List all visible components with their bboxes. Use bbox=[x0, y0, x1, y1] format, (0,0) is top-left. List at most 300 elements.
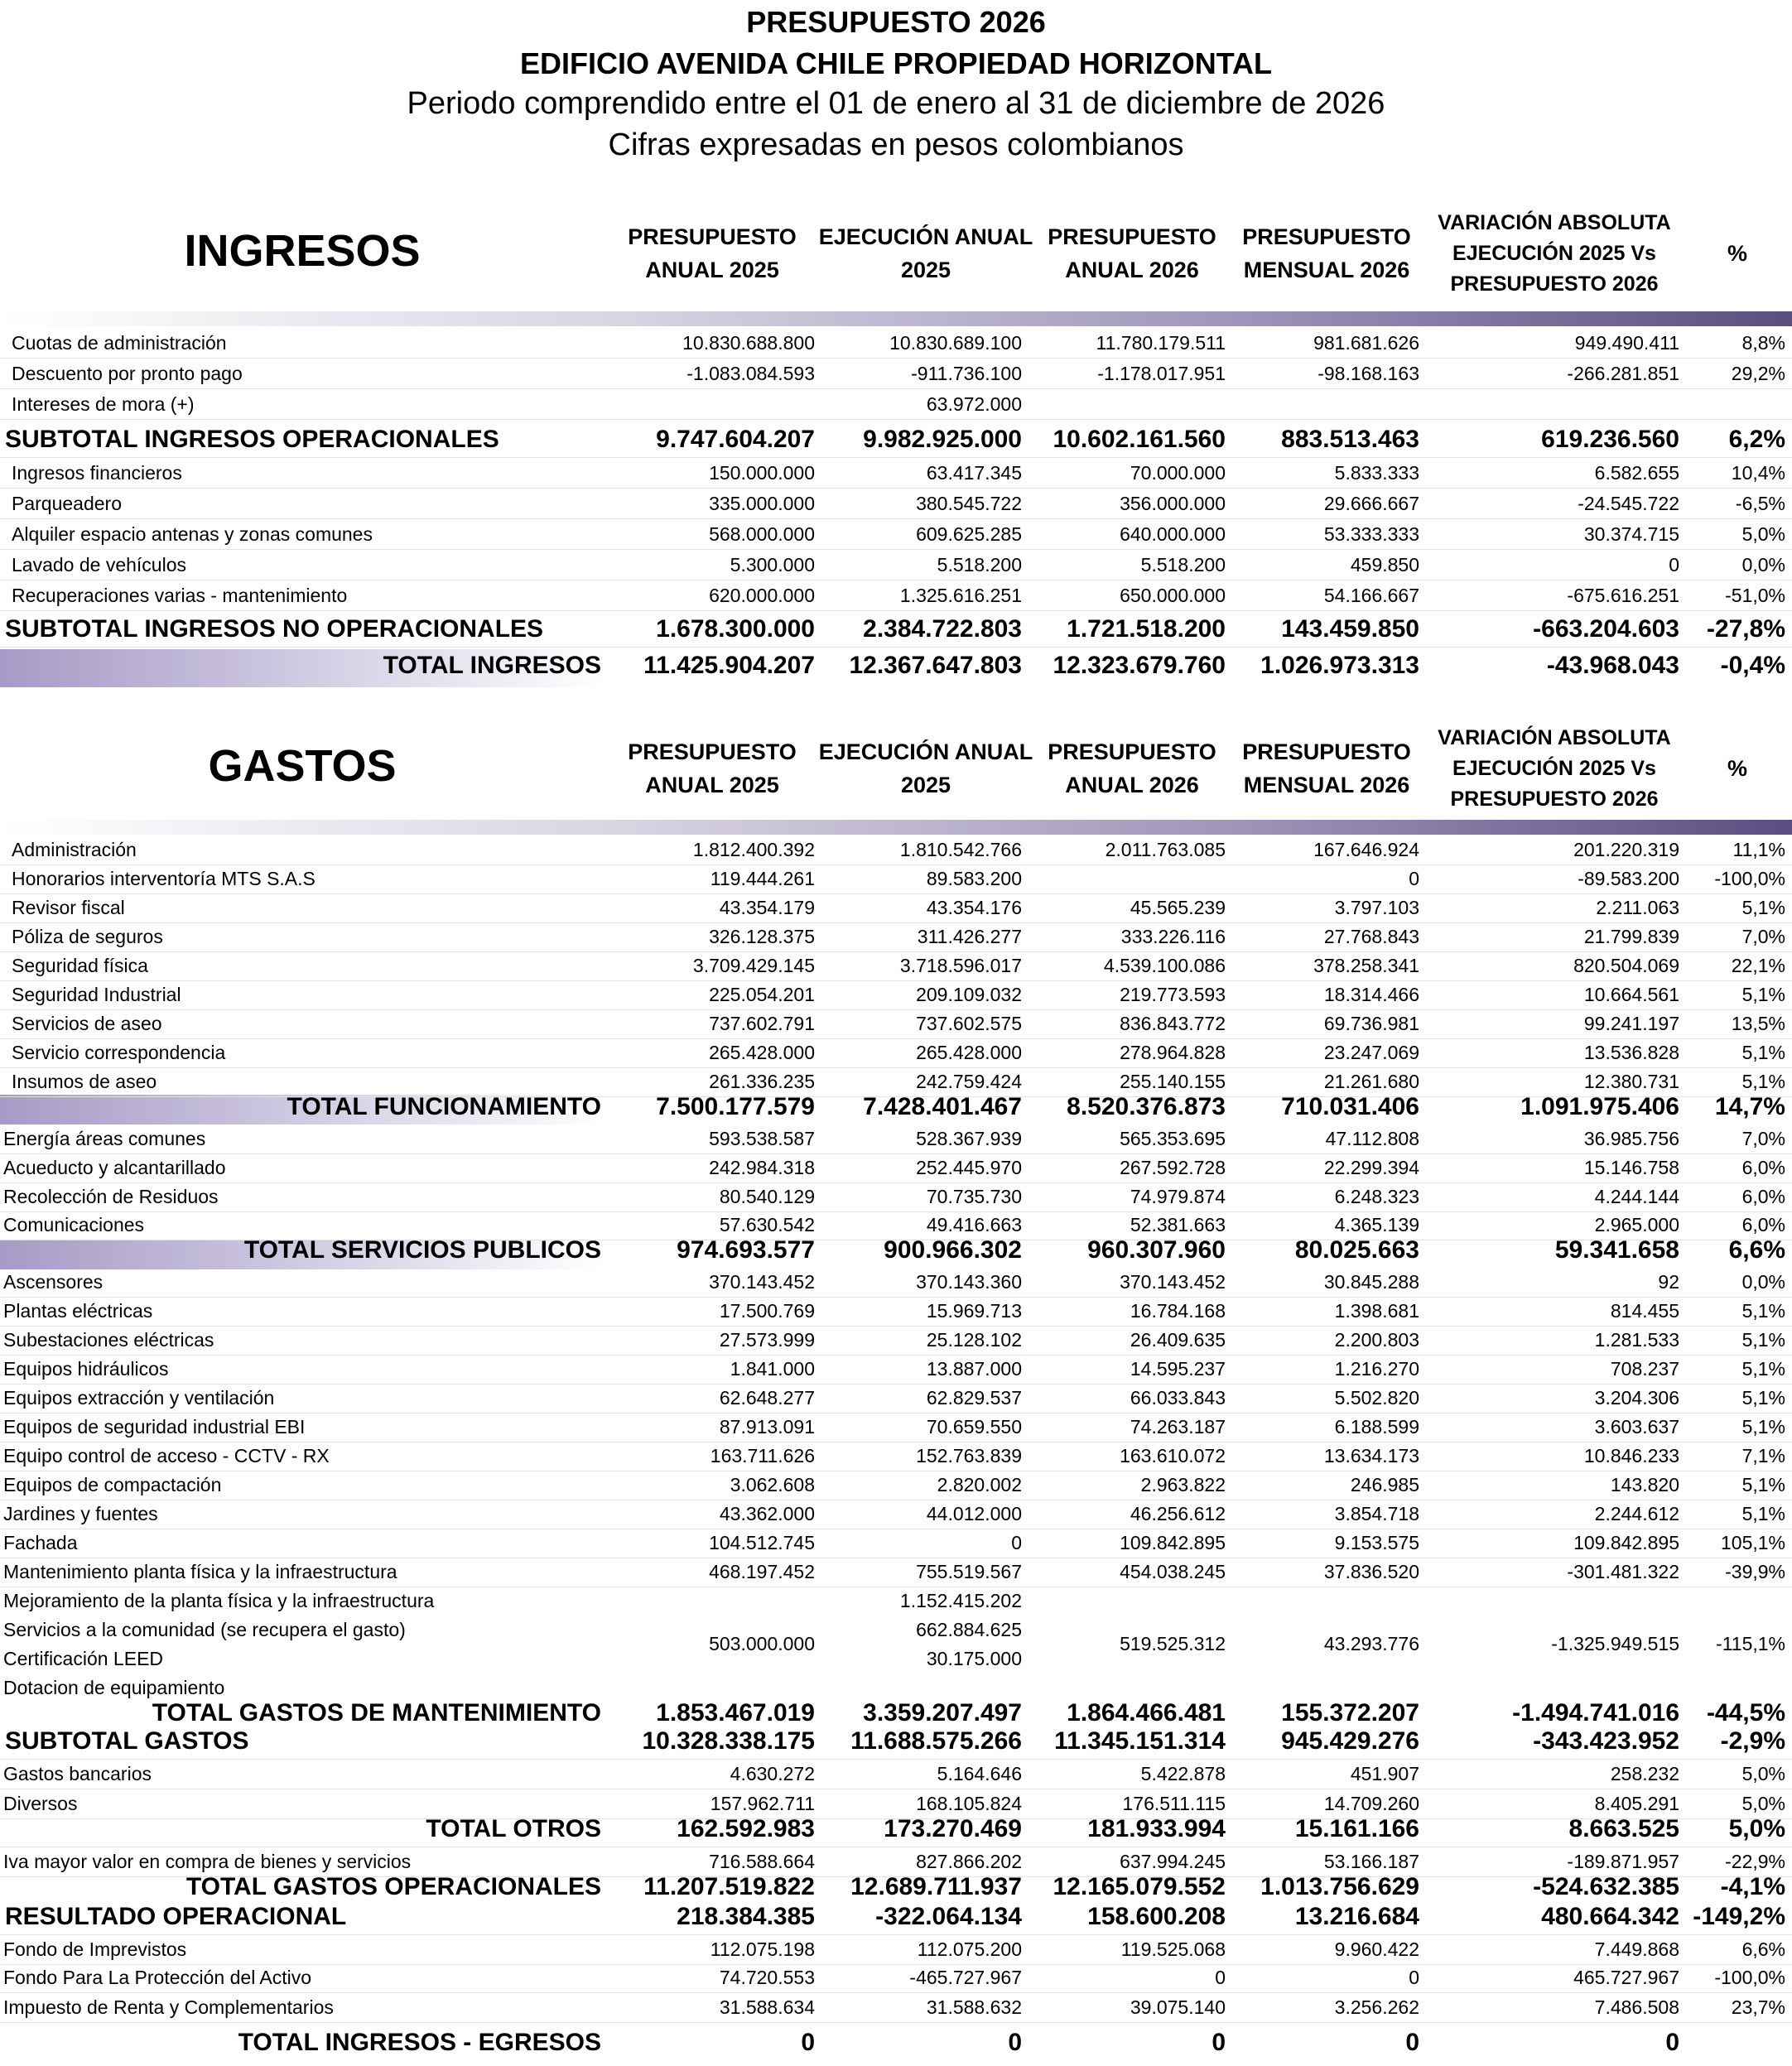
table-row bbox=[0, 1326, 1792, 1356]
table-row bbox=[0, 1038, 1792, 1068]
table-row bbox=[0, 1759, 1792, 1789]
table-row bbox=[0, 1674, 1792, 1702]
cell-col-5: 10.664.561 bbox=[1583, 984, 1679, 1005]
cell-col-3: 1.864.466.481 bbox=[1067, 1699, 1226, 1726]
row-label: Servicio correspondencia bbox=[12, 1042, 226, 1063]
table-row bbox=[0, 1616, 1792, 1645]
cell-col-5: -675.616.251 bbox=[1567, 585, 1679, 606]
cell-col-2: 528.367.939 bbox=[916, 1128, 1022, 1149]
cell-col-1: 17.500.769 bbox=[719, 1300, 815, 1322]
cell-col-4: 54.166.667 bbox=[1323, 585, 1419, 606]
cell-col-3: 0 bbox=[1212, 2029, 1226, 2056]
column-header-line: 2025 bbox=[900, 258, 951, 282]
cell-col-4: 53.166.187 bbox=[1323, 1851, 1419, 1872]
cell-col-6: 5,0% bbox=[1741, 1763, 1785, 1784]
column-header-line: ANUAL 2026 bbox=[1065, 773, 1199, 797]
cell-col-4: 4.365.139 bbox=[1334, 1214, 1419, 1235]
cell-col-5: 1.281.533 bbox=[1594, 1329, 1679, 1351]
column-header-6 bbox=[1713, 237, 1762, 270]
column-header-5 bbox=[1430, 723, 1679, 815]
cell-col-5: -663.204.603 bbox=[1533, 615, 1679, 643]
cell-col-5: 201.220.319 bbox=[1573, 839, 1679, 860]
cell-col-5: 708.237 bbox=[1610, 1358, 1679, 1380]
cell-col-1: 468.197.452 bbox=[709, 1561, 815, 1582]
cell-col-6: 105,1% bbox=[1720, 1532, 1785, 1553]
cell-col-1: 218.384.385 bbox=[677, 1903, 815, 1930]
column-header-line: VARIACIÓN ABSOLUTA bbox=[1438, 725, 1671, 749]
cell-col-3: 74.979.874 bbox=[1130, 1186, 1226, 1207]
cell-col-3: 12.323.679.760 bbox=[1053, 652, 1226, 679]
cell-col-1: 265.428.000 bbox=[709, 1042, 815, 1063]
row-label: RESULTADO OPERACIONAL bbox=[5, 1903, 347, 1930]
cell-col-5: 480.664.342 bbox=[1541, 1903, 1679, 1930]
cell-col-2: 7.428.401.467 bbox=[863, 1093, 1022, 1120]
cell-col-1: 1.812.400.392 bbox=[692, 839, 815, 860]
cell-col-4: 30.845.288 bbox=[1323, 1271, 1419, 1293]
cell-col-5: 619.236.560 bbox=[1541, 426, 1679, 453]
cell-col-5: 15.146.758 bbox=[1583, 1157, 1679, 1178]
row-label: Alquiler espacio antenas y zonas comunes bbox=[12, 523, 373, 545]
cell-col-6: 29,2% bbox=[1731, 363, 1785, 384]
cell-col-1: 27.573.999 bbox=[719, 1329, 815, 1351]
cell-col-2: 252.445.970 bbox=[916, 1157, 1022, 1178]
cell-col-1: 7.500.177.579 bbox=[656, 1093, 815, 1120]
table-row bbox=[0, 1182, 1792, 1212]
cell-col-2: 5.518.200 bbox=[937, 554, 1022, 575]
table-row bbox=[0, 419, 1792, 458]
table-row bbox=[0, 864, 1792, 894]
column-header-1 bbox=[605, 735, 820, 802]
cell-col-2: 662.884.625 bbox=[916, 1619, 1022, 1640]
cell-col-1: 3.709.429.145 bbox=[692, 955, 815, 976]
cell-col-6: 7,0% bbox=[1741, 1128, 1785, 1149]
cell-col-2: 3.359.207.497 bbox=[863, 1699, 1022, 1726]
table-row bbox=[0, 1905, 1792, 1935]
row-label: Dotacion de equipamiento bbox=[3, 1677, 225, 1698]
column-header-line: PRESUPUESTO 2026 bbox=[1450, 272, 1659, 296]
cell-col-3: 278.964.828 bbox=[1120, 1042, 1226, 1063]
cell-col-6: 0,0% bbox=[1741, 1271, 1785, 1293]
ingresos-header-bar bbox=[0, 311, 1792, 326]
cell-col-4: 47.112.808 bbox=[1325, 1128, 1419, 1149]
cell-col-4: 2.200.803 bbox=[1334, 1329, 1419, 1351]
column-header-line: EJECUCIÓN ANUAL bbox=[818, 739, 1033, 764]
cell-col-4: 5.502.820 bbox=[1334, 1387, 1419, 1409]
cell-col-3: 109.842.895 bbox=[1120, 1532, 1226, 1553]
cell-col-4: 29.666.667 bbox=[1323, 493, 1419, 514]
row-label: Impuesto de Renta y Complementarios bbox=[3, 1996, 334, 2018]
cell-col-5: 10.846.233 bbox=[1583, 1445, 1679, 1466]
cell-col-1: 80.540.129 bbox=[719, 1186, 815, 1207]
cell-col-4: 167.646.924 bbox=[1313, 839, 1419, 860]
table-row bbox=[0, 1236, 1792, 1268]
cell-col-3: 52.381.663 bbox=[1130, 1214, 1226, 1235]
cell-col-4: 37.836.520 bbox=[1323, 1561, 1419, 1582]
cell-col-4: 6.188.599 bbox=[1334, 1416, 1419, 1438]
row-label: Recolección de Residuos bbox=[3, 1186, 219, 1207]
cell-col-3: 637.994.245 bbox=[1120, 1851, 1226, 1872]
cell-col-2: 70.735.730 bbox=[926, 1186, 1022, 1207]
cell-col-4: 21.261.680 bbox=[1323, 1071, 1419, 1092]
row-label: Administración bbox=[12, 839, 137, 860]
cell-col-2: 168.105.824 bbox=[916, 1793, 1022, 1814]
row-label: Ingresos financieros bbox=[12, 462, 182, 484]
row-label: Subestaciones eléctricas bbox=[3, 1329, 214, 1351]
cell-col-6: 8,8% bbox=[1741, 332, 1785, 354]
cell-col-1: 326.128.375 bbox=[709, 926, 815, 947]
row-label: TOTAL FUNCIONAMIENTO bbox=[287, 1093, 601, 1120]
cell-col-3: 370.143.452 bbox=[1120, 1271, 1226, 1293]
row-label: Revisor fiscal bbox=[12, 897, 125, 918]
cell-col-2: 25.128.102 bbox=[926, 1329, 1022, 1351]
table-row bbox=[0, 580, 1792, 611]
table-row bbox=[0, 1125, 1792, 1154]
cell-col-3: 1.721.518.200 bbox=[1067, 615, 1226, 643]
column-header-line: PRESUPUESTO bbox=[628, 224, 797, 249]
cell-col-6: 11,1% bbox=[1732, 839, 1785, 860]
row-label: Lavado de vehículos bbox=[12, 554, 186, 575]
row-label: TOTAL INGRESOS - EGRESOS bbox=[238, 2029, 601, 2056]
row-label: Fachada bbox=[3, 1532, 78, 1553]
cell-col-5: 3.603.637 bbox=[1594, 1416, 1679, 1438]
cell-col-1: 31.588.634 bbox=[719, 1996, 815, 2018]
table-row bbox=[0, 610, 1792, 648]
table-row bbox=[0, 1093, 1792, 1125]
cell-col-3: 181.933.994 bbox=[1087, 1815, 1226, 1842]
column-header-line: EJECUCIÓN 2025 Vs bbox=[1452, 756, 1656, 780]
column-header-line: PRESUPUESTO bbox=[628, 739, 797, 764]
cell-col-1: 261.336.235 bbox=[709, 1071, 815, 1092]
cell-col-5: -43.968.043 bbox=[1546, 652, 1679, 679]
table-row bbox=[0, 1558, 1792, 1587]
cell-col-4: 15.161.166 bbox=[1294, 1815, 1419, 1842]
merged-cell-c5: -1.325.949.515 bbox=[1551, 1633, 1679, 1654]
cell-col-1: 104.512.745 bbox=[709, 1532, 815, 1553]
row-label: Mantenimiento planta física y la infraestructura bbox=[3, 1561, 397, 1582]
cell-col-1: 242.984.318 bbox=[709, 1157, 815, 1178]
cell-col-3: -1.178.017.951 bbox=[1097, 363, 1226, 384]
table-row bbox=[0, 1587, 1792, 1616]
cell-col-3: 5.518.200 bbox=[1140, 554, 1226, 575]
cell-col-1: 119.444.261 bbox=[710, 868, 815, 889]
cell-col-5: 99.241.197 bbox=[1583, 1013, 1679, 1034]
table-row bbox=[0, 1268, 1792, 1298]
cell-col-2: 0 bbox=[1008, 2029, 1022, 2056]
period-text: Periodo comprendido entre el 01 de enero al 31 de diciembre de 2026 bbox=[407, 86, 1385, 121]
cell-col-2: 755.519.567 bbox=[916, 1561, 1022, 1582]
row-label: Intereses de mora (+) bbox=[12, 393, 195, 415]
column-header-line: EJECUCIÓN ANUAL bbox=[818, 224, 1033, 249]
cell-col-2: 152.763.839 bbox=[916, 1445, 1022, 1466]
cell-col-5: 7.486.508 bbox=[1594, 1996, 1679, 2018]
cell-col-6: -51,0% bbox=[1725, 585, 1785, 606]
cell-col-2: 62.829.537 bbox=[926, 1387, 1022, 1409]
cell-col-1: 11.425.904.207 bbox=[643, 652, 815, 679]
cell-col-1: 1.678.300.000 bbox=[656, 615, 815, 643]
cell-col-1: 74.720.553 bbox=[719, 1967, 815, 1988]
cell-col-4: 53.333.333 bbox=[1323, 523, 1419, 545]
cell-col-4: 945.429.276 bbox=[1281, 1727, 1419, 1755]
cell-col-1: 620.000.000 bbox=[709, 585, 815, 606]
cell-col-2: 2.820.002 bbox=[937, 1474, 1022, 1495]
table-row bbox=[0, 488, 1792, 519]
cell-col-5: -89.583.200 bbox=[1578, 868, 1679, 889]
cell-col-3: 11.345.151.314 bbox=[1054, 1727, 1226, 1755]
cell-col-5: 30.374.715 bbox=[1583, 523, 1679, 545]
column-header-5 bbox=[1430, 208, 1679, 300]
cell-col-4: 981.681.626 bbox=[1313, 332, 1419, 354]
row-label: Descuento por pronto pago bbox=[12, 363, 243, 384]
cell-col-3: 12.165.079.552 bbox=[1053, 1873, 1226, 1900]
cell-col-3: 8.520.376.873 bbox=[1067, 1093, 1226, 1120]
cell-col-1: 43.362.000 bbox=[719, 1503, 815, 1524]
row-label: Servicios a la comunidad (se recupera el gasto) bbox=[3, 1619, 406, 1640]
row-label: Mejoramiento de la planta física y la infraestructura bbox=[3, 1590, 435, 1611]
cell-col-6: 5,1% bbox=[1741, 1071, 1785, 1092]
cell-col-5: 258.232 bbox=[1610, 1763, 1679, 1784]
cell-col-1: 150.000.000 bbox=[709, 462, 815, 484]
table-row bbox=[0, 922, 1792, 952]
cell-col-5: 1.091.975.406 bbox=[1520, 1093, 1679, 1120]
cell-col-6: -100,0% bbox=[1714, 868, 1785, 889]
table-row bbox=[0, 1934, 1792, 1965]
row-label: Certificación LEED bbox=[3, 1648, 164, 1669]
cell-col-2: 5.164.646 bbox=[937, 1763, 1022, 1784]
table-row bbox=[0, 358, 1792, 389]
row-label: TOTAL SERVICIOS PUBLICOS bbox=[243, 1236, 601, 1264]
cell-col-5: 8.405.291 bbox=[1594, 1793, 1679, 1814]
cell-col-2: 12.689.711.937 bbox=[850, 1873, 1022, 1900]
row-label: TOTAL GASTOS DE MANTENIMIENTO bbox=[152, 1699, 601, 1726]
cell-col-2: 9.982.925.000 bbox=[863, 426, 1022, 453]
column-header-4 bbox=[1227, 735, 1426, 802]
column-header-3 bbox=[1024, 735, 1240, 802]
cell-col-1: 593.538.587 bbox=[709, 1128, 815, 1149]
cell-col-3: 5.422.878 bbox=[1140, 1763, 1226, 1784]
cell-col-1: 335.000.000 bbox=[709, 493, 815, 514]
cell-col-4: 459.850 bbox=[1350, 554, 1419, 575]
cell-col-6: -100,0% bbox=[1714, 1967, 1785, 1988]
table-row bbox=[0, 1009, 1792, 1039]
cell-col-5: 12.380.731 bbox=[1583, 1071, 1679, 1092]
cell-col-3: 163.610.072 bbox=[1120, 1445, 1226, 1466]
cell-col-5: 4.244.144 bbox=[1594, 1186, 1679, 1207]
cell-col-2: -911.736.100 bbox=[911, 363, 1022, 384]
cell-col-3: 650.000.000 bbox=[1120, 585, 1226, 606]
cell-col-6: -39,9% bbox=[1725, 1561, 1785, 1582]
table-row bbox=[0, 1413, 1792, 1442]
cell-col-6: 5,1% bbox=[1741, 1503, 1785, 1524]
row-label: Jardines y fuentes bbox=[3, 1503, 158, 1524]
cell-col-3: 2.011.763.085 bbox=[1105, 839, 1226, 860]
cell-col-5: 814.455 bbox=[1610, 1300, 1679, 1322]
cell-col-3: 333.226.116 bbox=[1120, 926, 1226, 947]
cell-col-6: 5,1% bbox=[1741, 1358, 1785, 1380]
row-label: Insumos de aseo bbox=[12, 1071, 157, 1092]
table-row bbox=[0, 1471, 1792, 1500]
cell-col-5: 92 bbox=[1658, 1271, 1679, 1293]
column-header-line: MENSUAL 2026 bbox=[1243, 773, 1410, 797]
cell-col-1: 157.962.711 bbox=[710, 1793, 815, 1814]
cell-col-6: 5,1% bbox=[1741, 984, 1785, 1005]
cell-col-6: 6,0% bbox=[1741, 1186, 1785, 1207]
cell-col-5: 13.536.828 bbox=[1583, 1042, 1679, 1063]
column-header-line: 2025 bbox=[900, 773, 951, 797]
row-label: TOTAL INGRESOS bbox=[383, 652, 601, 679]
cell-col-2: 43.354.176 bbox=[926, 897, 1022, 918]
cell-col-2: 63.972.000 bbox=[926, 393, 1022, 415]
cell-col-1: 1.853.467.019 bbox=[656, 1699, 815, 1726]
cell-col-1: 62.648.277 bbox=[719, 1387, 815, 1409]
cell-col-3: 14.595.237 bbox=[1130, 1358, 1226, 1380]
cell-col-5: 0 bbox=[1665, 2029, 1679, 2056]
cell-col-1: 87.913.091 bbox=[719, 1416, 815, 1438]
cell-col-5: -301.481.322 bbox=[1567, 1561, 1679, 1582]
cell-col-2: 209.109.032 bbox=[916, 984, 1022, 1005]
column-header-2 bbox=[818, 735, 1033, 802]
cell-col-4: 3.256.262 bbox=[1334, 1996, 1419, 2018]
row-label: Equipos de seguridad industrial EBI bbox=[3, 1416, 306, 1438]
table-row bbox=[0, 457, 1792, 489]
table-row bbox=[0, 388, 1792, 420]
column-header-line: ANUAL 2025 bbox=[645, 258, 779, 282]
table-row bbox=[0, 1442, 1792, 1471]
cell-col-4: 27.768.843 bbox=[1323, 926, 1419, 947]
cell-col-1: 4.630.272 bbox=[730, 1763, 815, 1784]
column-header-line: PRESUPUESTO bbox=[1048, 739, 1216, 764]
row-label: Gastos bancarios bbox=[3, 1763, 152, 1784]
cell-col-4: 22.299.394 bbox=[1323, 1157, 1419, 1178]
cell-col-2: 1.810.542.766 bbox=[899, 839, 1022, 860]
cell-col-5: 3.204.306 bbox=[1594, 1387, 1679, 1409]
cell-col-2: 63.417.345 bbox=[926, 462, 1022, 484]
cell-col-1: 568.000.000 bbox=[709, 523, 815, 545]
column-header-line: PRESUPUESTO 2026 bbox=[1450, 787, 1659, 811]
cell-col-4: 69.736.981 bbox=[1323, 1013, 1419, 1034]
table-row bbox=[0, 1873, 1792, 1905]
column-header-line: PRESUPUESTO bbox=[1242, 739, 1411, 764]
cell-col-2: 44.012.000 bbox=[926, 1503, 1022, 1524]
cell-col-2: 70.659.550 bbox=[926, 1416, 1022, 1438]
row-label: Ascensores bbox=[3, 1271, 104, 1293]
cell-col-1: 57.630.542 bbox=[719, 1214, 815, 1235]
column-header-line: PRESUPUESTO bbox=[1048, 224, 1216, 249]
row-label: Equipo control de acceso - CCTV - RX bbox=[3, 1445, 330, 1466]
table-row bbox=[0, 1384, 1792, 1413]
cell-col-4: 9.960.422 bbox=[1334, 1938, 1419, 1960]
table-row bbox=[0, 1645, 1792, 1674]
cell-col-5: 143.820 bbox=[1610, 1474, 1679, 1495]
column-header-line: PRESUPUESTO bbox=[1242, 224, 1411, 249]
cell-col-1: 225.054.201 bbox=[709, 984, 815, 1005]
cell-col-2: 13.887.000 bbox=[926, 1358, 1022, 1380]
table-row bbox=[0, 1500, 1792, 1529]
cell-col-5: -189.871.957 bbox=[1567, 1851, 1679, 1872]
cell-col-2: 49.416.663 bbox=[926, 1214, 1022, 1235]
cell-col-6: 6,2% bbox=[1728, 426, 1785, 453]
row-label: Equipos de compactación bbox=[3, 1474, 222, 1495]
cell-col-5: 2.965.000 bbox=[1594, 1214, 1679, 1235]
ingresos-title: INGRESOS bbox=[184, 226, 421, 276]
cell-col-5: 2.211.063 bbox=[1596, 897, 1679, 918]
table-row bbox=[0, 1153, 1792, 1183]
cell-col-3: 119.525.068 bbox=[1120, 1938, 1226, 1960]
cell-col-6: 5,0% bbox=[1741, 523, 1785, 545]
cell-col-1: 162.592.983 bbox=[677, 1815, 815, 1842]
cell-col-6: -44,5% bbox=[1706, 1699, 1785, 1726]
cell-col-5: 949.490.411 bbox=[1574, 332, 1679, 354]
report-title: PRESUPUESTO 2026 bbox=[746, 5, 1046, 39]
table-row bbox=[0, 1355, 1792, 1385]
cell-col-6: 10,4% bbox=[1731, 462, 1785, 484]
merged-cell-c4: 43.293.776 bbox=[1323, 1633, 1419, 1654]
table-row bbox=[0, 328, 1792, 359]
cell-col-3: 960.307.960 bbox=[1087, 1236, 1226, 1264]
cell-col-5: 21.799.839 bbox=[1583, 926, 1679, 947]
table-row bbox=[0, 518, 1792, 550]
cell-col-1: 11.207.519.822 bbox=[643, 1873, 815, 1900]
cell-col-6: -4,1% bbox=[1720, 1873, 1785, 1900]
cell-col-4: 143.459.850 bbox=[1281, 615, 1419, 643]
cell-col-2: 609.625.285 bbox=[916, 523, 1022, 545]
table-row bbox=[0, 647, 1792, 683]
cell-col-3: 74.263.187 bbox=[1130, 1416, 1226, 1438]
cell-col-2: 30.175.000 bbox=[926, 1648, 1022, 1669]
cell-col-3: 39.075.140 bbox=[1130, 1996, 1226, 2018]
cell-col-4: 14.709.260 bbox=[1323, 1793, 1419, 1814]
column-header-line: MENSUAL 2026 bbox=[1243, 258, 1410, 282]
table-row bbox=[0, 1727, 1792, 1760]
cell-col-2: 737.602.575 bbox=[916, 1013, 1022, 1034]
table-row bbox=[0, 2022, 1792, 2060]
column-header-line: VARIACIÓN ABSOLUTA bbox=[1438, 210, 1671, 234]
row-label: Seguridad física bbox=[12, 955, 148, 976]
table-row bbox=[0, 549, 1792, 580]
cell-col-1: 370.143.452 bbox=[709, 1271, 815, 1293]
cell-col-6: 7,0% bbox=[1741, 926, 1785, 947]
cell-col-3: 454.038.245 bbox=[1120, 1561, 1226, 1582]
column-header-line: ANUAL 2026 bbox=[1065, 258, 1199, 282]
cell-col-3: 255.140.155 bbox=[1120, 1071, 1226, 1092]
cell-col-4: 0 bbox=[1405, 2029, 1419, 2056]
cell-col-1: 112.075.198 bbox=[710, 1938, 815, 1960]
cell-col-1: 9.747.604.207 bbox=[656, 426, 815, 453]
column-header-line: ANUAL 2025 bbox=[645, 773, 779, 797]
cell-col-3: 356.000.000 bbox=[1120, 493, 1226, 514]
row-label: Honorarios interventoría MTS S.A.S bbox=[12, 868, 316, 889]
cell-col-4: 3.854.718 bbox=[1334, 1503, 1419, 1524]
cell-col-1: 737.602.791 bbox=[709, 1013, 815, 1034]
cell-col-4: 13.216.684 bbox=[1294, 1903, 1419, 1930]
cell-col-6: -6,5% bbox=[1735, 493, 1785, 514]
cell-col-4: 9.153.575 bbox=[1334, 1532, 1419, 1553]
cell-col-6: 5,1% bbox=[1741, 1300, 1785, 1322]
row-label: Iva mayor valor en compra de bienes y servicios bbox=[3, 1851, 412, 1872]
cell-col-4: 378.258.341 bbox=[1313, 955, 1419, 976]
merged-cell-c3: 519.525.312 bbox=[1120, 1633, 1226, 1654]
cell-col-5: 465.727.967 bbox=[1573, 1967, 1679, 1988]
cell-col-3: 46.256.612 bbox=[1130, 1503, 1226, 1524]
cell-col-1: 5.300.000 bbox=[730, 554, 815, 575]
column-header-line: % bbox=[1727, 756, 1747, 781]
row-label: Plantas eléctricas bbox=[3, 1300, 153, 1322]
cell-col-4: 80.025.663 bbox=[1294, 1236, 1419, 1264]
table-row bbox=[0, 893, 1792, 923]
cell-col-2: 31.588.632 bbox=[926, 1996, 1022, 2018]
cell-col-5: -266.281.851 bbox=[1567, 363, 1679, 384]
cell-col-1: 716.588.664 bbox=[709, 1851, 815, 1872]
cell-col-5: 109.842.895 bbox=[1573, 1532, 1679, 1553]
